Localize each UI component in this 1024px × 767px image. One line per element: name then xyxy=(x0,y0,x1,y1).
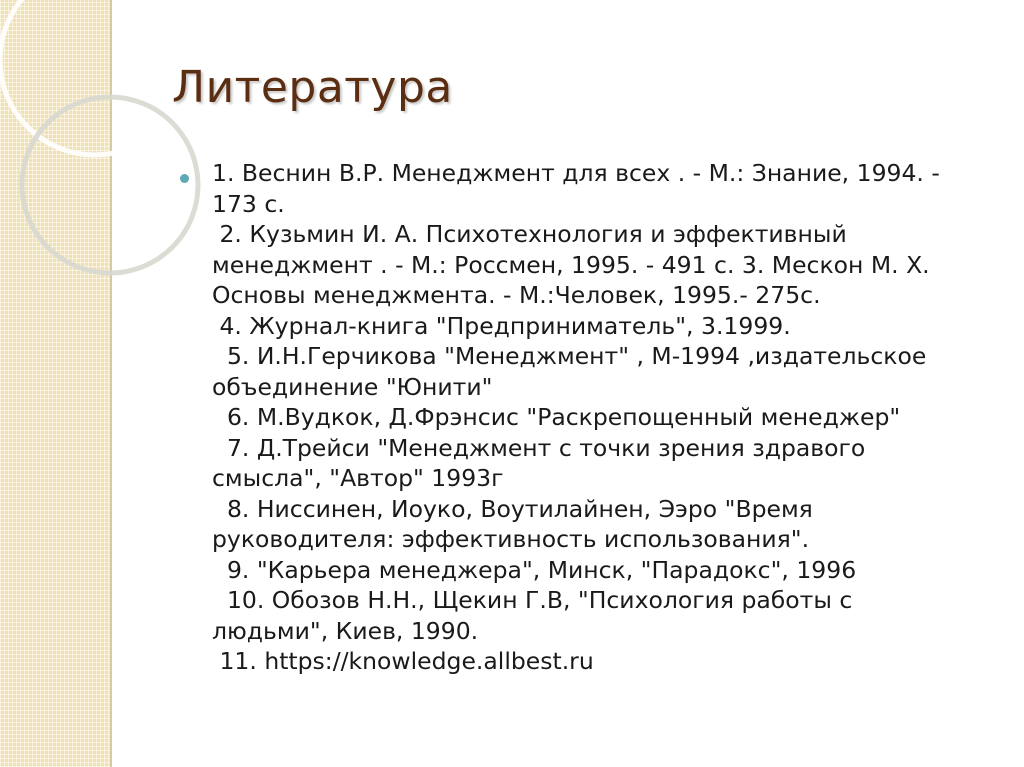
decorative-circles xyxy=(0,0,200,260)
bibliography-line: 173 с. xyxy=(212,189,285,218)
bibliography-line: Основы менеджмента. - М.:Человек, 1995.- 275с. xyxy=(212,281,821,309)
decorative-circle-bottom xyxy=(22,97,198,273)
bibliography-line: 2. Кузьмин И. А. Психотехнология и эффективный xyxy=(212,220,847,248)
bibliography-line: 6. М.Вудкок, Д.Фрэнсис "Раскрепощенный менеджер" xyxy=(212,403,901,431)
slide-title: Литература xyxy=(172,62,453,113)
bibliography-line: объединение "Юнити" xyxy=(212,372,493,401)
bibliography-line: 7. Д.Трейси "Менеджмент с точки зрения здравого xyxy=(212,433,866,462)
bibliography-line: 11. https://knowledge.allbest.ru xyxy=(212,647,594,675)
bibliography-list xyxy=(212,158,1007,677)
bibliography-line: менеджмент . - М.: Россмен, 1995. - 491 с. 3. Мескон М. Х. xyxy=(212,250,930,279)
bibliography-line: смысла", "Автор" 1993г xyxy=(212,464,504,492)
bibliography-line: 10. Обозов Н.Н., Щекин Г.В, "Психология работы с xyxy=(212,586,853,614)
bibliography-line: 9. "Карьера менеджера", Минск, "Парадокс", 1996 xyxy=(212,555,857,584)
bibliography-line: 8. Ниссинен, Иоуко, Воутилайнен, Ээро "Время xyxy=(212,494,813,523)
bibliography-line: 5. И.Н.Герчикова "Менеджмент" , М-1994 ,издательское xyxy=(212,342,927,370)
bibliography-line: руководителя: эффективность использования". xyxy=(212,525,810,553)
bibliography-line: 1. Веснин В.Р. Менеджмент для всех . - М.: Знание, 1994. - xyxy=(212,159,940,187)
bibliography-line: людьми", Киев, 1990. xyxy=(212,616,479,645)
decorative-circle-top xyxy=(0,0,190,155)
bullet-icon xyxy=(180,174,189,183)
bibliography-line: 4. Журнал-книга "Предприниматель", 3.1999. xyxy=(212,311,791,340)
